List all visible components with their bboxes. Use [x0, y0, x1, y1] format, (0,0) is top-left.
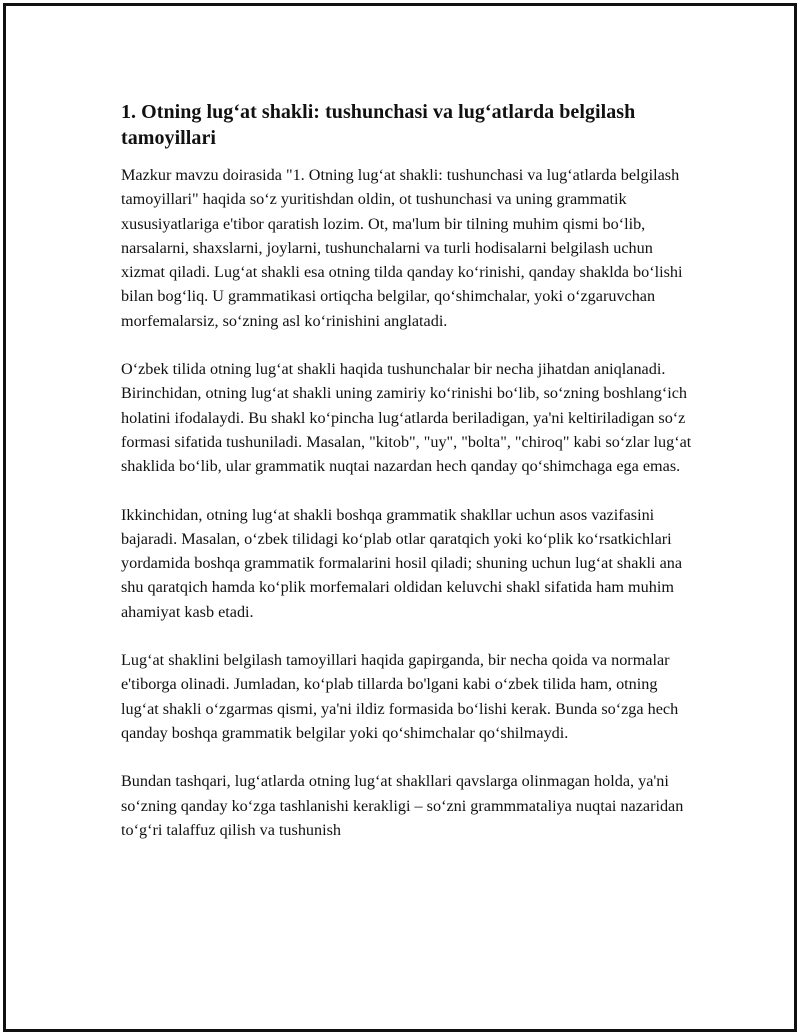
paragraph-3: Ikkinchidan, otning lug‘at shakli boshqa grammatik shakllar uchun asos vazifasini bajaradi. Masalan, o‘zbek tilidagi ko‘plab otlar qaratqich yoki ko‘plik ko‘rsatkichlari yordamida boshqa grammatik formalarini hosil qiladi; shuning uchun lug‘at shakli ana shu qaratqich hamda ko‘plik morfemalari oldidan keluvchi shakl sifatida ham muhim ahamiyat kasb etadi. — [121, 505, 683, 621]
paragraph-4: Lug‘at shaklini belgilash tamoyillari haqida gapirganda, bir necha qoida va normalar e'tiborga olinadi. Jumladan, ko‘plab tillarda bo'lgani kabi o‘zbek tilida ham, otning lug‘at shakli o‘zgarmas qismi, ya'ni ildiz formasida bo‘lishi kerak. Bunda so‘zga hech qanday boshqa grammatik belgilar yoki qo‘shimchalar qo‘shilmaydi. — [121, 651, 679, 742]
paragraph-1: Mazkur mavzu doirasida "1. Otning lug‘at shakli: tushunchasi va lug‘atlarda belgilash tamoyillari" haqida so‘z yuritishdan oldin, ot tushunchasi va uning grammatik xususiyatlariga e'tibor qaratish lozim. Ot, ma'lum bir tilning muhim qismi bo‘lib, narsalarni, shaxslarni, joylarni, tushunchalarni va turli hodisalarni belgilash uchun xizmat qiladi. Lug‘at shakli esa otning tilda qanday ko‘rinishi, qanday shaklda bo‘lishi bilan bog‘liq. U grammatikasi ortiqcha belgilar, qo‘shimchalar, yoki o‘zgaruvchan morfemalarsiz, so‘zning asl ko‘rinishini anglatadi. — [121, 166, 683, 330]
paragraph-2: O‘zbek tilida otning lug‘at shakli haqida tushunchalar bir necha jihatdan aniqlanadi. Birinchidan, otning lug‘at shakli uning zamiriy ko‘rinishi bo‘lib, so‘zning boshlang‘ich holatini ifodalaydi. Bu shakl ko‘pincha lug‘atlarda beriladigan, ya'ni keltiriladigan so‘z formasi sifatida tushuniladi. Masalan, "kitob", "uy", "bolta", "chiroq" kabi so‘zlar lug‘at shaklida bo‘lib, ular grammatik nuqtai nazardan hech qanday qo‘shimchaga ega emas. — [121, 360, 692, 476]
page-frame — [3, 3, 797, 1032]
document-body — [121, 99, 696, 866]
document-heading: 1. Otning lug‘at shakli: tushunchasi va lug‘atlarda belgilash tamoyillari — [121, 101, 636, 149]
paragraph-5: Bundan tashqari, lug‘atlarda otning lug‘at shakllari qavslarga olinmagan holda, ya'ni so‘zning qanday ko‘zga tashlanishi kerakligi – so‘zni grammmataliya nuqtai nazaridan to‘g‘ri talaffuz qilish va tushunish — [121, 772, 684, 839]
